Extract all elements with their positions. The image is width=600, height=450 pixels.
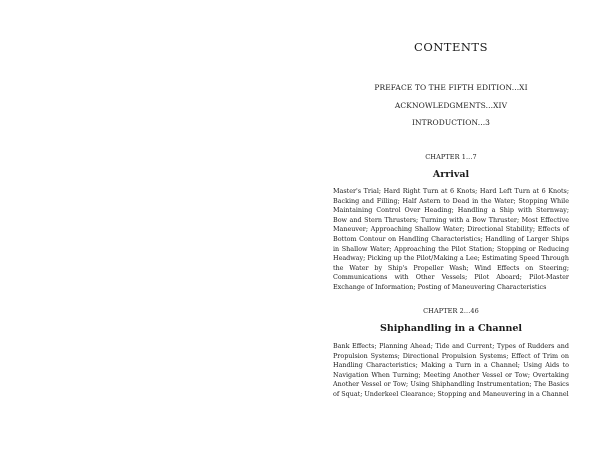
toc-entry-acknowledgments: ACKNOWLEDGMENTS...XIV <box>394 101 508 110</box>
page-title: CONTENTS <box>414 40 488 54</box>
chapter-2-title: Shiphandling in a Channel <box>379 323 523 334</box>
chapter-1-title: Arrival <box>432 169 470 180</box>
toc-entry-preface: PREFACE TO THE FIFTH EDITION...XI <box>374 83 528 92</box>
chapter-2-topics: Bank Effects; Planning Ahead; Tide and Current; Types of Rudders and Propulsion Systems; Directional Propulsion Systems; Effect of Trim on Handling Characteristics; Making a Turn in a Channel; Using Aids to Navigation When Turning; Meeting Another Vessel or Tow; Overtaking Another Vessel or Tow; Using Shiphandling Instrumentation; The Basics of Squat; Underkeel Clearance; Stopping and Maneuvering in a Channel <box>333 342 569 398</box>
chapter-2-label: CHAPTER 2...46 <box>423 307 479 315</box>
chapter-1-label: CHAPTER 1...7 <box>425 153 477 161</box>
chapter-1-topics: Master's Trial; Hard Right Turn at 6 Knots; Hard Left Turn at 6 Knots; Backing and Filling; Half Astern to Dead in the Water; Stopping While Maintaining Control Over Heading; Handling a Ship with Sternway; Bow and Stern Thrusters; Turning with a Bow Thruster; Most Effective Maneuver; Approaching Shallow Water; Directional Stability; Effects of Bottom Contour on Handling Characteristics; Handling of Larger Ships in Shallow Water; Approaching the Pilot Station; Stopping or Reducing Headway; Picking up the Pilot/Making a Lee; Estimating Speed Through the Water by Ship's Propeller Wash; Wind Effects on Steering; Communications with Other Vessels; Pilot Aboard; Pilot-Master Exchange of Information; Posting of Maneuvering Characteristics <box>333 187 569 291</box>
toc-entry-introduction: INTRODUCTION...3 <box>411 118 491 127</box>
